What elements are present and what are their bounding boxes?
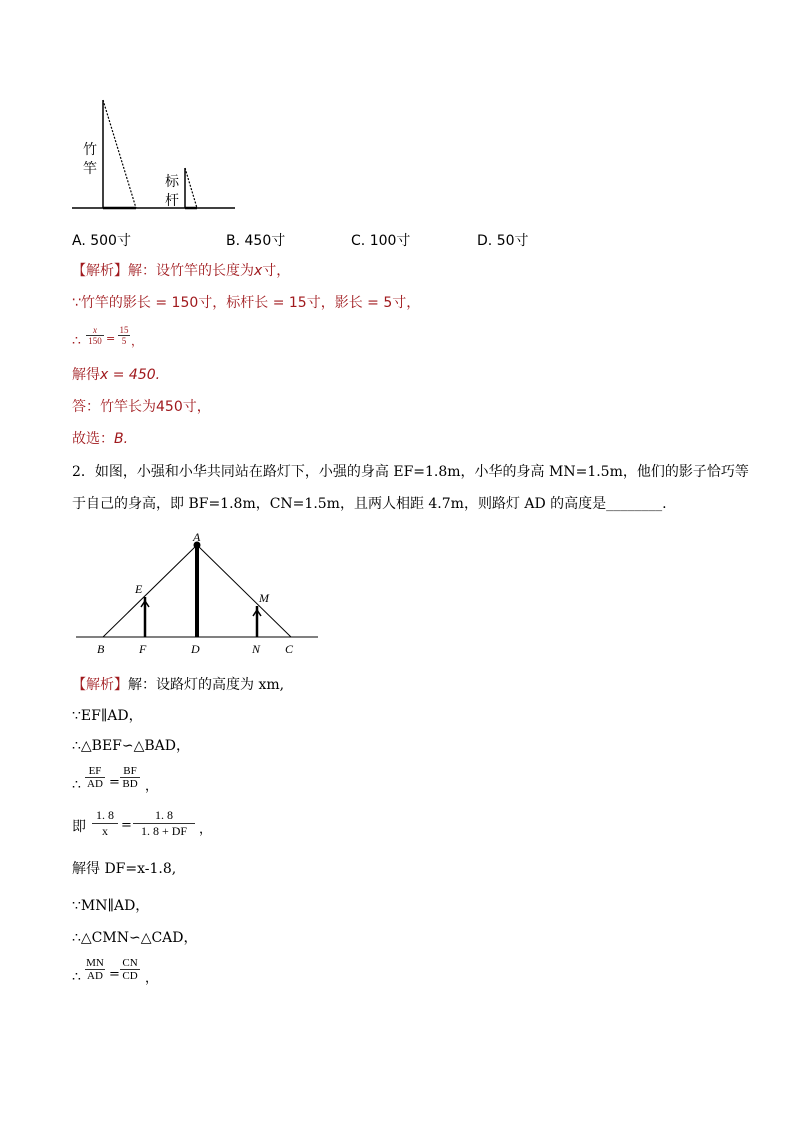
solution-text: 故选：: [72, 431, 114, 447]
comma: ，: [145, 779, 159, 794]
fraction-ef-over-ad: [85, 765, 105, 790]
equals-sign: =: [109, 967, 120, 982]
therefore-symbol: ∴: [72, 333, 81, 349]
fraction-numerator: 15: [119, 325, 129, 335]
option-d: [477, 230, 529, 250]
therefore-symbol: ∴: [72, 777, 81, 793]
fraction-denominator: AD: [87, 970, 103, 982]
label-c: C: [285, 642, 294, 656]
fraction-15-over-5: [118, 325, 130, 346]
fraction-denominator: 1. 8 + DF: [140, 824, 188, 838]
solution2-line-df: 解得 DF=x-1.8,: [72, 861, 177, 877]
fraction-numerator: EF: [88, 765, 102, 777]
lamp-ray-left: [103, 545, 197, 637]
solution2-line-intro: [72, 676, 284, 694]
fraction-denominator: AD: [87, 778, 103, 790]
fraction-numerator: 1. 8: [96, 808, 114, 822]
fraction-numerator: BF: [123, 765, 137, 777]
option-letter: D.: [477, 233, 493, 249]
equals-sign: =: [109, 775, 120, 790]
namely-label: 即: [72, 819, 86, 835]
bamboo-label-2: 竿: [83, 161, 97, 177]
option-value: 100寸: [369, 233, 411, 249]
comma: ，: [199, 822, 213, 837]
comma: ，: [145, 971, 159, 986]
fraction-1-8-over-x: [92, 808, 118, 839]
solution1-line-intro: [72, 262, 290, 280]
marker-label-2: 杆: [165, 193, 179, 209]
marker-label-1: 标: [165, 174, 179, 190]
equals-sign: =: [121, 818, 132, 833]
fraction-bf-over-bd: [120, 765, 140, 790]
label-e: E: [135, 582, 143, 596]
label-m: M: [259, 591, 269, 605]
fraction-1-8-over-sum: [133, 808, 195, 839]
fraction-numerator: MN: [86, 957, 104, 969]
solution2-line-similar-2: ∴△CMN∽△CAD，: [72, 930, 198, 946]
solution1-line-choice: [72, 430, 128, 448]
option-letter: A.: [72, 233, 86, 249]
bamboo-sunray: [103, 100, 136, 208]
variable-x: x: [254, 263, 263, 279]
question2-line-2: 于自己的身高，即 BF=1.8m，CN=1.5m，且两人相距 4.7m，则路灯 AD 的高度是________.: [72, 496, 667, 512]
option-c: [351, 230, 410, 250]
selected-answer: B.: [114, 431, 129, 447]
option-value: 50寸: [496, 233, 529, 249]
solution-text: 解：设竹竿的长度为: [128, 263, 254, 279]
bamboo-label-1: 竹: [83, 142, 97, 158]
label-n: N: [252, 642, 261, 656]
solution-text: 解得: [72, 367, 100, 383]
option-letter: B.: [226, 233, 241, 249]
question2-line-1: 2．如图，小强和小华共同站在路灯下，小强的身高 EF=1.8m，小华的身高 MN=1.5m，他们的影子恰巧等: [72, 464, 749, 480]
label-a: A: [193, 530, 201, 544]
solution2-line-similar-1: ∴△BEF∽△BAD，: [72, 738, 191, 754]
solution1-line-solve: [72, 366, 160, 384]
fraction-numerator: x: [93, 325, 97, 335]
analysis-tag: 【解析】: [72, 677, 128, 693]
fraction-denominator: BD: [122, 778, 138, 790]
label-d: D: [191, 642, 200, 656]
solution-text: 寸，: [262, 263, 291, 279]
fraction-denominator: x: [102, 824, 108, 838]
option-b: [226, 230, 285, 250]
equals-sign: =: [106, 332, 116, 345]
solution1-line-given: ∵竹竿的影长 = 150寸，标杆长 = 15寸，影长 = 5寸，: [72, 295, 421, 311]
solution2-line-parallel-1: ∵EF∥AD，: [72, 708, 143, 724]
fraction-denominator: 150: [88, 336, 102, 346]
fraction-denominator: CD: [122, 970, 138, 982]
therefore-symbol: ∴: [72, 969, 81, 985]
label-b: B: [97, 642, 105, 656]
analysis-tag: 【解析】: [72, 263, 128, 279]
figure-street-lamp: [70, 525, 325, 660]
fraction-numerator: 1. 8: [155, 808, 173, 822]
fraction-mn-over-ad: [85, 957, 105, 982]
option-letter: C.: [351, 233, 366, 249]
fraction-denominator: 5: [121, 336, 127, 346]
solution-equation: x = 450.: [100, 367, 161, 383]
label-f: F: [139, 642, 147, 656]
solution2-line-parallel-2: ∵MN∥AD，: [72, 898, 150, 914]
option-a: [72, 230, 131, 250]
solution-text: 解：设路灯的高度为 xm,: [128, 677, 285, 693]
lamp-ray-right: [197, 545, 291, 637]
comma: ，: [131, 334, 144, 348]
fraction-cn-over-cd: [120, 957, 140, 982]
option-value: 500寸: [90, 233, 131, 249]
fraction-x-over-150: [86, 325, 104, 346]
option-value: 450寸: [244, 233, 286, 249]
fraction-numerator: CN: [122, 957, 138, 969]
solution1-line-answer: 答：竹竿长为450寸，: [72, 399, 211, 415]
marker-sunray: [185, 168, 197, 208]
